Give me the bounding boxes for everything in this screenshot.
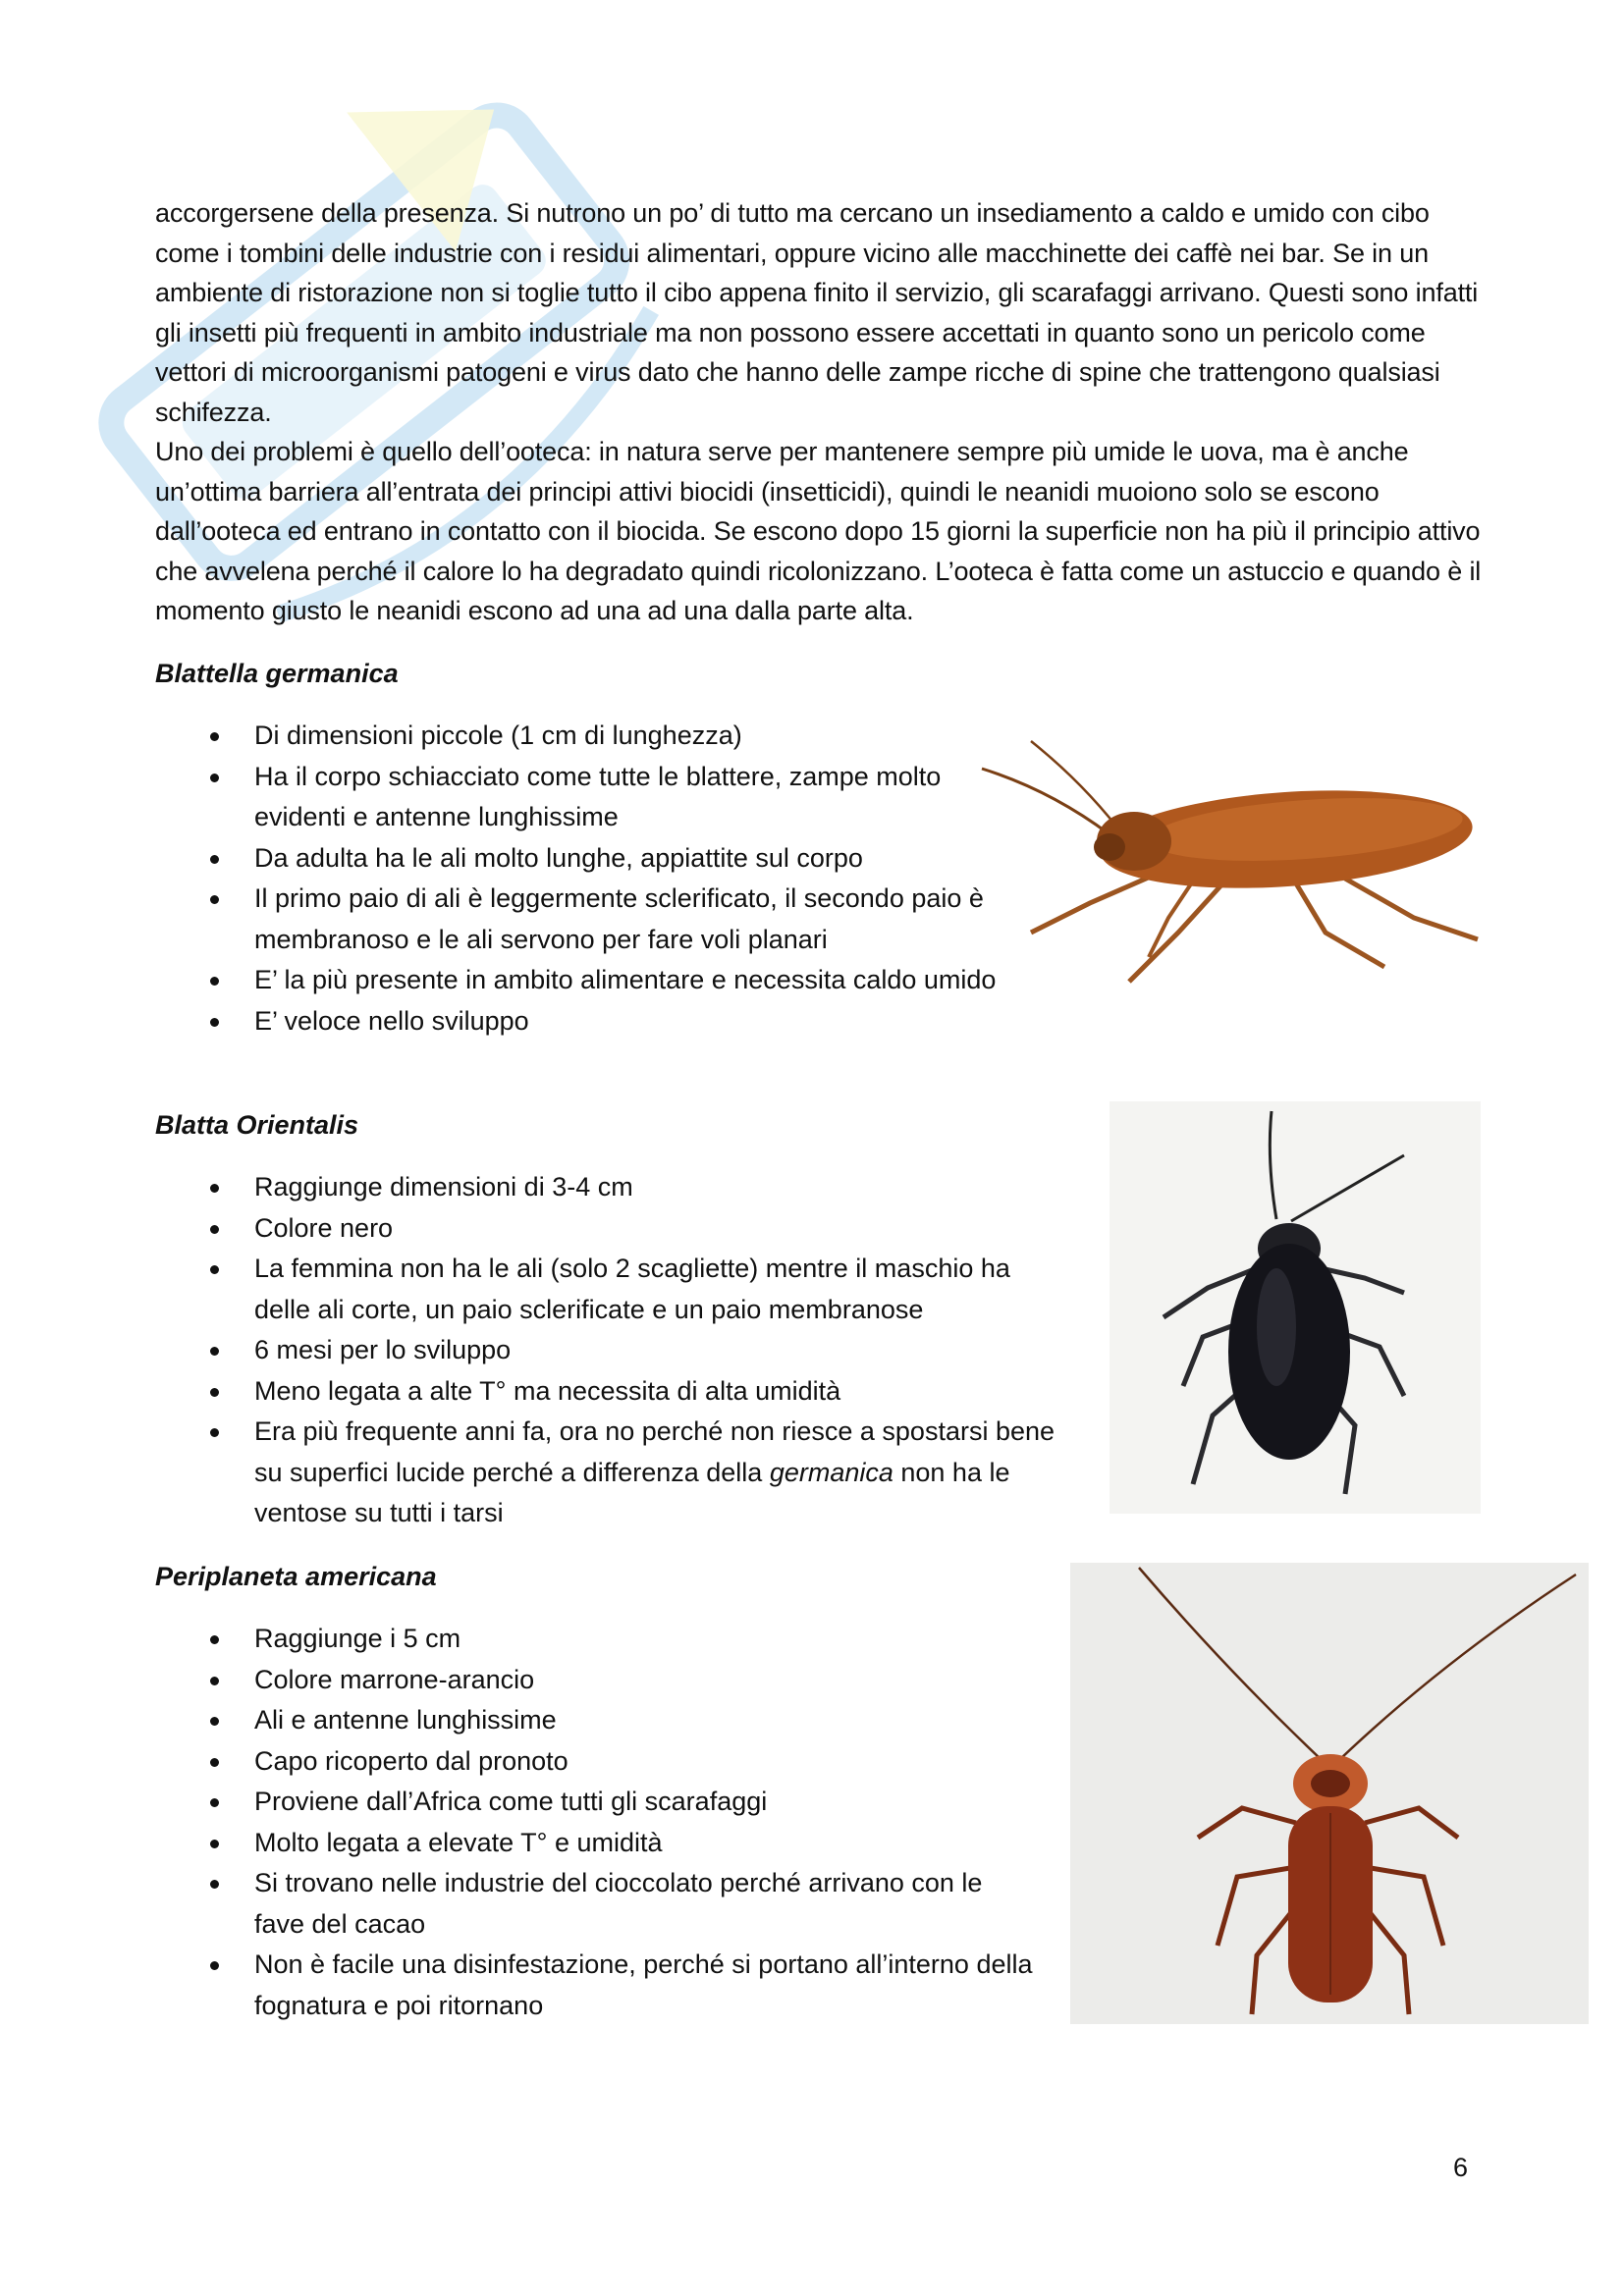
list-item: Molto legata a elevate T° e umidità xyxy=(155,1823,1039,1864)
list-item: Colore marrone-arancio xyxy=(155,1660,1039,1701)
list-item: Capo ricoperto dal pronoto xyxy=(155,1741,1039,1783)
list-item: Ha il corpo schiacciato come tutte le blattere, zampe molto evidenti e antenne lunghissime xyxy=(155,757,1000,838)
list-item xyxy=(155,1412,1058,1534)
list-item: 6 mesi per lo sviluppo xyxy=(155,1330,1058,1371)
list-item: Da adulta ha le ali molto lunghe, appiattite sul corpo xyxy=(155,838,1000,880)
list-item-text: non ha le ventose su tutti i tarsi xyxy=(254,1457,1010,1527)
list-item: E’ la più presente in ambito alimentare e necessita caldo umido xyxy=(155,960,1000,1001)
list-item-emphasis: germanica xyxy=(769,1457,893,1487)
list-item: Ali e antenne lunghissime xyxy=(155,1700,1039,1741)
list-item: Colore nero xyxy=(155,1208,1058,1250)
list-blattella-germanica xyxy=(155,716,1000,1041)
periplaneta-americana-image xyxy=(1070,1563,1589,2024)
list-item: Raggiunge i 5 cm xyxy=(155,1619,1039,1660)
intro-paragraph-2: Uno dei problemi è quello dell’ooteca: in natura serve per mantenere sempre più umide le uova, ma è anche un’ottima barriera all’entrata dei principi attivi biocidi (insetticidi), quindi le neanidi muoiono solo se escono dall’ooteca ed entrano in contatto con il biocida. Se escono dopo 15 giorni la superficie non ha più il principio attivo che avvelena perché il calore lo ha degradato quindi ricolonizzano. L’ooteca è fatta come un astuccio e quando è il momento giusto le neanidi escono ad una ad una dalla parte alta. xyxy=(155,437,1482,625)
list-item: Il primo paio di ali è leggermente sclerificato, il secondo paio è membranoso e le ali servono per fare voli planari xyxy=(155,879,1000,960)
section-title-blattella-germanica: Blattella germanica xyxy=(155,659,399,688)
intro-paragraph-1: accorgersene della presenza. Si nutrono un po’ di tutto ma cercano un insediamento a caldo e umido con cibo come i tombini delle industrie con i residui alimentari, oppure vicino alle macchinette dei caffè nei bar. Se in un ambiente di ristorazione non si toglie tutto il cibo appena finito il servizio, gli scarafaggi arrivano. Questi sono infatti gli insetti più frequenti in ambito industriale ma non possono essere accettati in quanto sono un pericolo come vettori di microorganismi patogeni e virus dato che hanno delle zampe ricche di spine che trattengono qualsiasi schifezza. xyxy=(155,198,1479,427)
list-periplaneta-americana xyxy=(155,1619,1039,2026)
list-item: Raggiunge dimensioni di 3-4 cm xyxy=(155,1167,1058,1208)
list-item-text: Era più frequente anni fa, ora no perché non riesce a spostarsi bene su superfici lucide perché a differenza della xyxy=(254,1416,1056,1487)
page-number: 6 xyxy=(1453,2153,1469,2182)
blattella-germanica-image xyxy=(972,721,1488,991)
list-item: Di dimensioni piccole (1 cm di lunghezza) xyxy=(155,716,1000,757)
list-item: Non è facile una disinfestazione, perché si portano all’interno della fognatura e poi ritornano xyxy=(155,1945,1039,2026)
list-item: Proviene dall’Africa come tutti gli scarafaggi xyxy=(155,1782,1039,1823)
section-title-periplaneta-americana: Periplaneta americana xyxy=(155,1562,437,1591)
list-item: La femmina non ha le ali (solo 2 scagliette) mentre il maschio ha delle ali corte, un paio sclerificate e un paio membranose xyxy=(155,1249,1058,1330)
list-item: Meno legata a alte T° ma necessita di alta umidità xyxy=(155,1371,1058,1413)
intro-text xyxy=(155,193,1486,631)
list-item: Si trovano nelle industrie del cioccolato perché arrivano con le fave del cacao xyxy=(155,1863,1039,1945)
list-item: E’ veloce nello sviluppo xyxy=(155,1001,1000,1042)
list-blatta-orientalis xyxy=(155,1167,1058,1534)
blatta-orientalis-image xyxy=(1110,1101,1481,1514)
section-title-blatta-orientalis: Blatta Orientalis xyxy=(155,1110,359,1140)
